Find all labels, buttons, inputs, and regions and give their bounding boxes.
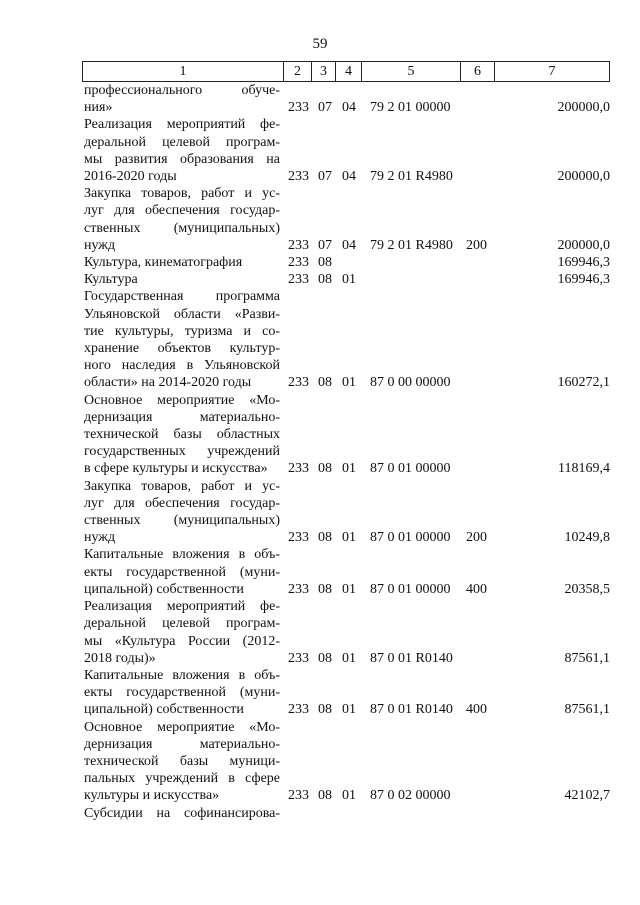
- description-line: тие культуры, туризма и со-: [84, 323, 280, 339]
- subsection-code: 01: [342, 581, 356, 597]
- description-line: ного наследия в Ульяновской: [84, 358, 280, 374]
- row-codes: [0, 99, 640, 116]
- column-header-6: 6: [461, 62, 495, 82]
- row-codes: [0, 787, 640, 804]
- column-header-3: 3: [312, 62, 336, 82]
- subsection-code: 04: [342, 237, 356, 253]
- section-code: 07: [318, 169, 332, 185]
- description-line: культуры и искусства»: [84, 788, 220, 804]
- ministry-code: 233: [288, 702, 309, 718]
- description-line: деральной целевой програм-: [84, 134, 280, 150]
- column-header-row: [82, 61, 610, 82]
- ministry-code: 233: [288, 255, 309, 271]
- description-line: профессионального обуче-: [84, 83, 280, 98]
- subsection-code: 01: [342, 788, 356, 804]
- section-code: 08: [318, 788, 332, 804]
- subsection-code: 01: [342, 272, 356, 288]
- section-code: 08: [318, 375, 332, 391]
- table-row: [0, 667, 640, 719]
- description-line: хранение объектов культур-: [84, 341, 280, 357]
- ministry-code: 233: [288, 169, 309, 185]
- description-line: Капитальные вложения в объ-: [84, 547, 280, 563]
- table-row: [0, 598, 640, 667]
- target-article-code: 79 2 01 00000: [370, 100, 451, 116]
- description-line: Ульяновской области «Разви-: [84, 306, 280, 322]
- description-line: Закупка товаров, работ и ус-: [84, 186, 280, 202]
- ministry-code: 233: [288, 100, 309, 116]
- table-row: [0, 805, 640, 822]
- description-line: Субсидии на софинансирова-: [84, 805, 280, 821]
- description-line: 2016-2020 годы: [84, 169, 177, 185]
- row-codes: [0, 254, 640, 271]
- amount: 10249,8: [564, 530, 610, 546]
- ministry-code: 233: [288, 272, 309, 288]
- description-line: технической базы муници-: [84, 753, 280, 769]
- row-codes: [0, 168, 640, 185]
- amount: 42102,7: [564, 788, 610, 804]
- description-line: нужд: [84, 237, 116, 253]
- column-header-5: 5: [362, 62, 461, 82]
- column-header-7: 7: [495, 62, 610, 82]
- description-line: луг для обеспечения государ-: [84, 203, 280, 219]
- row-codes: [0, 650, 640, 667]
- table-row: [0, 392, 640, 478]
- description-line: пальных учреждений в сфере: [84, 771, 280, 787]
- description-line: Государственная программа: [84, 289, 280, 305]
- row-codes: [0, 529, 640, 546]
- amount: 20358,5: [564, 581, 610, 597]
- description-line: ципальной) собственности: [84, 702, 244, 718]
- section-code: 08: [318, 255, 332, 271]
- target-article-code: 87 0 01 R0140: [370, 650, 453, 666]
- section-code: 08: [318, 581, 332, 597]
- description-line: Закупка товаров, работ и ус-: [84, 478, 280, 494]
- ministry-code: 233: [288, 375, 309, 391]
- amount: 87561,1: [564, 702, 610, 718]
- description-line: технической базы областных: [84, 427, 280, 443]
- description-line: мы «Культура России (2012-: [84, 633, 280, 649]
- description-line: Реализация мероприятий фе-: [84, 599, 280, 615]
- column-header-1: 1: [83, 62, 284, 82]
- subsection-code: 04: [342, 100, 356, 116]
- section-code: 07: [318, 100, 332, 116]
- row-codes: [0, 237, 640, 254]
- description-line: области» на 2014-2020 годы: [84, 375, 252, 391]
- table-row: [0, 719, 640, 805]
- target-article-code: 87 0 01 R0140: [370, 702, 453, 718]
- table-row: [0, 254, 640, 271]
- row-codes: [0, 581, 640, 598]
- description-line: ственных (муниципальных): [84, 513, 280, 529]
- description-line: Культура, кинематография: [84, 255, 243, 271]
- subsection-code: 01: [342, 375, 356, 391]
- table-row: [0, 546, 640, 598]
- page-number: 59: [312, 36, 328, 52]
- amount: 200000,0: [557, 100, 610, 116]
- table-row: [0, 271, 640, 288]
- subsection-code: 01: [342, 461, 356, 477]
- row-codes: [0, 271, 640, 288]
- ministry-code: 233: [288, 530, 309, 546]
- table-row: [0, 116, 640, 185]
- target-article-code: 87 0 01 00000: [370, 530, 451, 546]
- row-codes: [0, 701, 640, 718]
- description-line: деральной целевой програм-: [84, 616, 280, 632]
- target-article-code: 79 2 01 R4980: [370, 169, 453, 185]
- subsection-code: 04: [342, 169, 356, 185]
- section-code: 07: [318, 237, 332, 253]
- description-line: Основное мероприятие «Мо-: [84, 392, 280, 408]
- table-row: [0, 82, 640, 116]
- description-line: в сфере культуры и искусства»: [84, 461, 268, 477]
- section-code: 08: [318, 272, 332, 288]
- ministry-code: 233: [288, 650, 309, 666]
- description-line: 2018 годы)»: [84, 650, 156, 666]
- description-line: дернизация материально-: [84, 409, 280, 425]
- section-code: 08: [318, 702, 332, 718]
- description-line: Основное мероприятие «Мо-: [84, 719, 280, 735]
- row-codes: [0, 374, 640, 391]
- column-header-2: 2: [284, 62, 312, 82]
- target-article-code: 79 2 01 R4980: [370, 237, 453, 253]
- expense-type-code: 200: [466, 530, 487, 546]
- expense-type-code: 200: [466, 237, 487, 253]
- column-header-4: 4: [336, 62, 362, 82]
- ministry-code: 233: [288, 788, 309, 804]
- target-article-code: 87 0 02 00000: [370, 788, 451, 804]
- ministry-code: 233: [288, 581, 309, 597]
- subsection-code: 01: [342, 530, 356, 546]
- section-code: 08: [318, 650, 332, 666]
- ministry-code: 233: [288, 461, 309, 477]
- description-line: ственных (муниципальных): [84, 220, 280, 236]
- description-line: екты государственной (муни-: [84, 564, 280, 580]
- amount: 160272,1: [557, 375, 610, 391]
- expense-type-code: 400: [466, 581, 487, 597]
- target-article-code: 87 0 00 00000: [370, 375, 451, 391]
- target-article-code: 87 0 01 00000: [370, 581, 451, 597]
- description-line: екты государственной (муни-: [84, 685, 280, 701]
- table-row: [0, 185, 640, 254]
- amount: 200000,0: [557, 237, 610, 253]
- table-row: [0, 478, 640, 547]
- amount: 169946,3: [557, 255, 610, 271]
- description-line: ния»: [84, 100, 113, 116]
- expense-type-code: 400: [466, 702, 487, 718]
- description-line: ципальной) собственности: [84, 581, 244, 597]
- description-line: государственных учреждений: [84, 444, 280, 460]
- amount: 169946,3: [557, 272, 610, 288]
- target-article-code: 87 0 01 00000: [370, 461, 451, 477]
- subsection-code: 01: [342, 702, 356, 718]
- description-line: дернизация материально-: [84, 736, 280, 752]
- row-codes: [0, 460, 640, 477]
- budget-table-body: [0, 82, 640, 822]
- amount: 87561,1: [564, 650, 610, 666]
- subsection-code: 01: [342, 650, 356, 666]
- section-code: 08: [318, 461, 332, 477]
- description-line: мы развития образования на: [84, 151, 280, 167]
- ministry-code: 233: [288, 237, 309, 253]
- description-line: Культура: [84, 272, 138, 288]
- row-codes: [0, 805, 640, 822]
- amount: 200000,0: [557, 169, 610, 185]
- table-row: [0, 288, 640, 391]
- description-line: Реализация мероприятий фе-: [84, 117, 280, 133]
- section-code: 08: [318, 530, 332, 546]
- description-line: нужд: [84, 530, 116, 546]
- description-line: Капитальные вложения в объ-: [84, 667, 280, 683]
- amount: 118169,4: [558, 461, 610, 477]
- description-line: луг для обеспечения государ-: [84, 495, 280, 511]
